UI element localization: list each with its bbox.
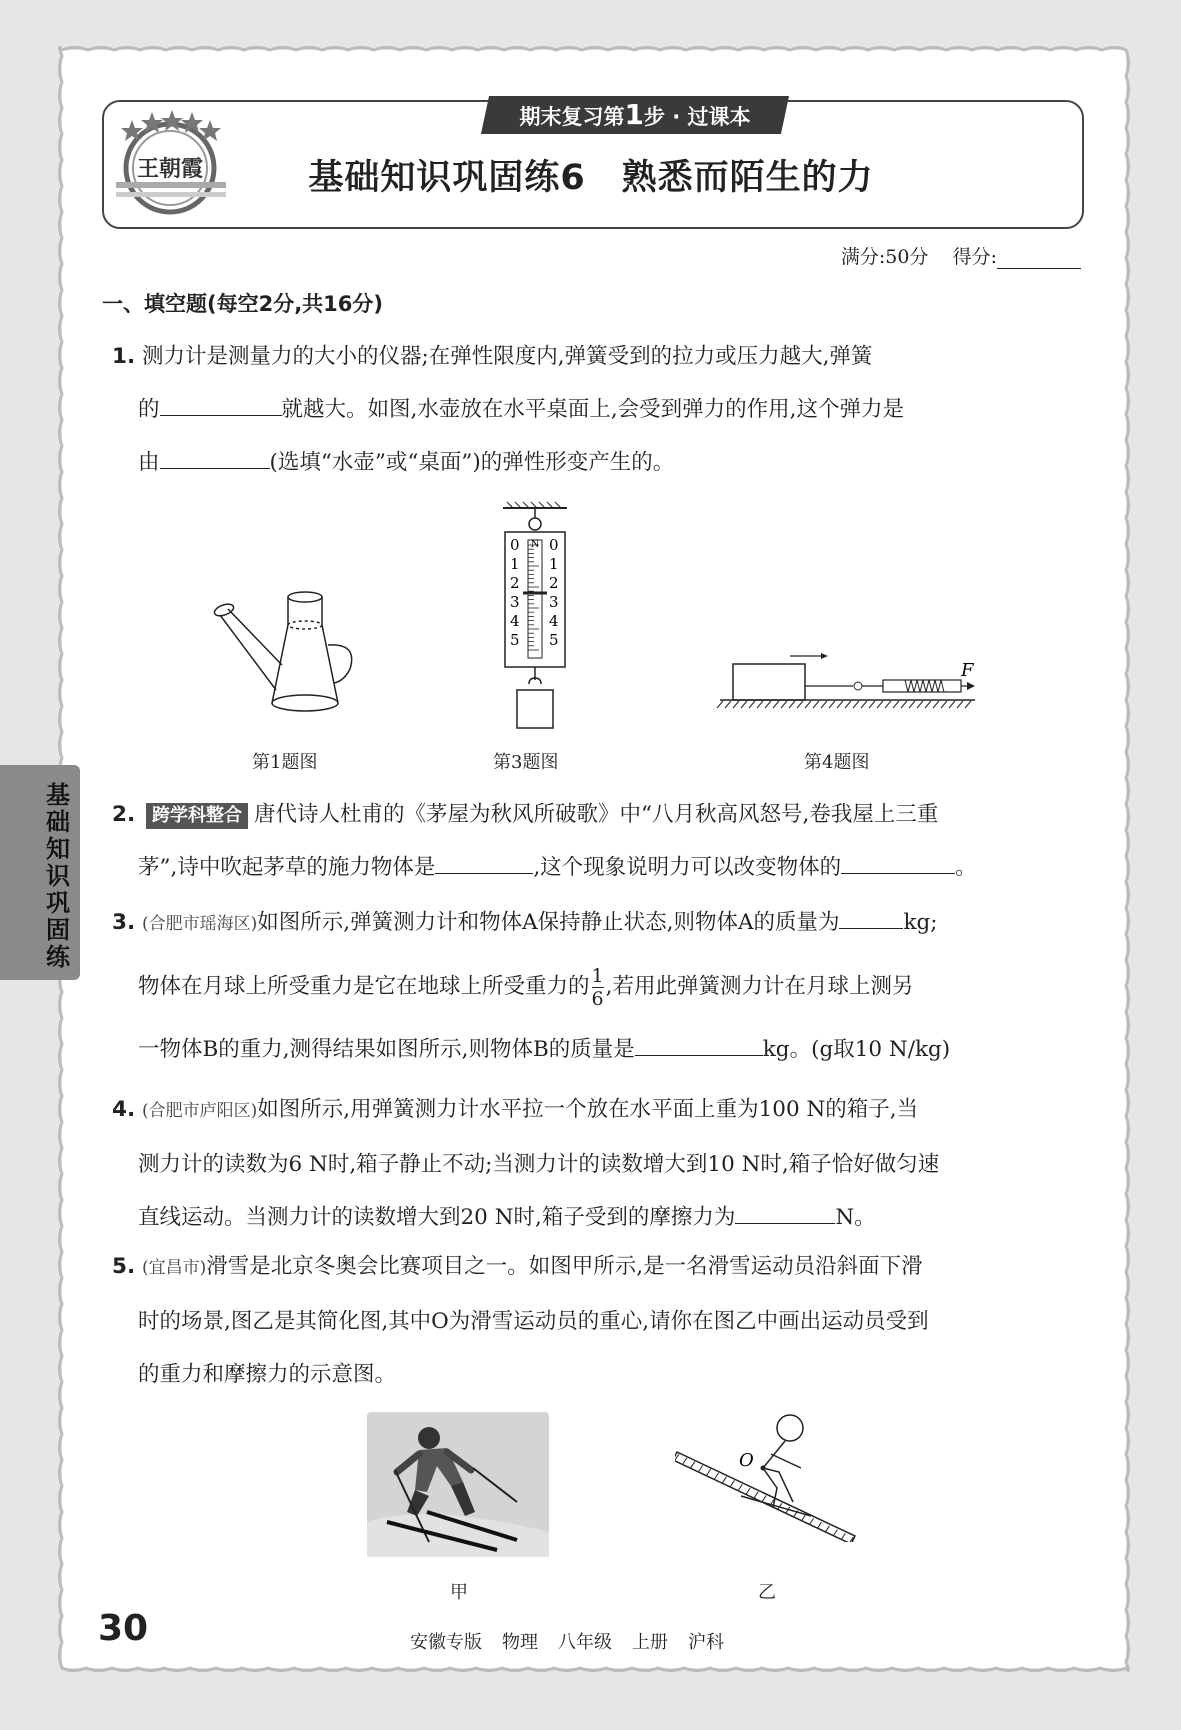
scale-label-left: 1 (510, 555, 520, 573)
side-tab-label: 基 础 知 识 巩 固 练 (46, 781, 70, 971)
logo-text: 王朝霞 (136, 156, 204, 182)
ground-hatch (725, 701, 731, 708)
ground-hatch (869, 701, 875, 708)
skier-diagram (675, 1412, 860, 1542)
ground-hatch (773, 701, 779, 708)
scale-label-right: 4 (549, 612, 559, 630)
ground-hatch (845, 701, 851, 708)
ground-hatch (861, 701, 867, 708)
question-2: 2. 跨学科整合 唐代诗人杜甫的《茅屋为秋风所破歌》中“八月秋高风怒号,卷我屋上三重 茅”,诗中吹起茅草的施力物体是 ,这个现象说明力可以改变物体的 。 (112, 802, 977, 880)
ground-hatch (893, 701, 899, 708)
ground-hatch (733, 701, 739, 708)
score-label: 得分: (952, 246, 997, 268)
scale-label-right: 3 (549, 593, 559, 611)
force-label: F (961, 660, 974, 681)
figure-yi-caption: 乙 (758, 1582, 776, 1603)
scale-unit: N (530, 539, 540, 550)
ground-hatch (917, 701, 923, 708)
ground-hatch (853, 701, 859, 708)
ground-hatch (925, 701, 931, 708)
scale-label-right: 1 (549, 555, 559, 573)
spring-scale-figure (495, 500, 575, 735)
scale-label-left: 0 (510, 536, 520, 554)
ground-hatch (821, 701, 827, 708)
step-tab: 期末复习第1步 · 过课本 (519, 98, 751, 131)
scale-label-right: 2 (549, 574, 559, 592)
footer-info: 安徽专版 物理 八年级 上册 沪科 (410, 1632, 724, 1653)
figure-3-caption: 第3题图 (493, 752, 559, 773)
answer-blank[interactable] (635, 1035, 763, 1056)
scale-label-right: 0 (549, 536, 559, 554)
ground-hatch (957, 701, 963, 708)
figure-1-caption: 第1题图 (252, 752, 318, 773)
ground-hatch (933, 701, 939, 708)
ground-hatch (949, 701, 955, 708)
answer-blank[interactable] (160, 448, 270, 469)
box-pull-figure (715, 648, 980, 718)
answer-blank[interactable] (435, 853, 533, 874)
answer-blank[interactable] (735, 1203, 835, 1224)
ground-hatch (789, 701, 795, 708)
scale-label-left: 5 (510, 631, 520, 649)
page-number: 30 (98, 1608, 149, 1649)
scale-label-left: 3 (510, 593, 520, 611)
ground-hatch (941, 701, 947, 708)
ground-hatch (901, 701, 907, 708)
figure-4-caption: 第4题图 (804, 752, 870, 773)
scale-label-left: 4 (510, 612, 520, 630)
ground-hatch (741, 701, 747, 708)
scale-label-left: 2 (510, 574, 520, 592)
page-title: 基础知识巩固练6 熟悉而陌生的力 (308, 158, 874, 198)
answer-blank[interactable] (839, 908, 903, 929)
question-5: 5. (宜昌市)滑雪是北京冬奥会比赛项目之一。如图甲所示,是一名滑雪运动员沿斜面下滑 时的场景,图乙是其简化图,其中O为滑雪运动员的重心,请你在图乙中画出运动员受到 的重力和摩擦力的示意图。 (112, 1254, 929, 1387)
ground-hatch (965, 701, 971, 708)
ground-hatch (765, 701, 771, 708)
section-heading: 一、填空题(每空2分,共16分) (102, 292, 384, 316)
watering-can-figure (210, 585, 360, 720)
answer-blank[interactable] (841, 853, 955, 874)
fraction: $\frac{1}{6}$ (591, 964, 604, 1010)
interdisciplinary-tag: 跨学科整合 (146, 803, 248, 829)
ground-hatch (885, 701, 891, 708)
question-4: 4. (合肥市庐阳区)如图所示,用弹簧测力计水平拉一个放在水平面上重为100 N的箱子,当 测力计的读数为6 N时,箱子静止不动;当测力计的读数增大到10 N时,箱子恰好做匀速 直线运动。当测力计的读数增大到20 N时,箱子受到的摩擦力为 N。 (112, 1097, 940, 1230)
ground-hatch (797, 701, 803, 708)
ground-hatch (757, 701, 763, 708)
question-3: 3. (合肥市瑶海区)如图所示,弹簧测力计和物体A保持静止状态,则物体A的质量为 kg; 物体在月球上所受重力是它在地球上所受重力的 $\frac{1}{6}$ ,若用此弹簧测力计在月球上测另 一物体B的重力,测得结果如图所示,则物体B的质量是 kg。(g取10 N/kg) (112, 910, 951, 1062)
ground-hatch (813, 701, 819, 708)
skier-photo (367, 1412, 549, 1557)
question-1: 1. 测力计是测量力的大小的仪器;在弹性限度内,弹簧受到的拉力或压力越大,弹簧 的 就越大。如图,水壶放在水平桌面上,会受到弹力的作用,这个弹力是 由 (选填“水壶”或“桌面”)的弹性形变产生的。 (112, 344, 905, 475)
ground-hatch (717, 701, 723, 708)
answer-blank[interactable] (160, 395, 282, 416)
center-of-gravity-label: O (739, 1450, 754, 1471)
ground-hatch (749, 701, 755, 708)
scale-label-right: 5 (549, 631, 559, 649)
figure-jia-caption: 甲 (450, 1582, 468, 1603)
ground-hatch (805, 701, 811, 708)
full-score: 满分:50分 (840, 246, 929, 268)
ground-hatch (877, 701, 883, 708)
ground-hatch (909, 701, 915, 708)
ground-hatch (837, 701, 843, 708)
ground-hatch (781, 701, 787, 708)
ground-hatch (829, 701, 835, 708)
score-line (841, 242, 1081, 269)
score-blank[interactable] (997, 250, 1081, 269)
